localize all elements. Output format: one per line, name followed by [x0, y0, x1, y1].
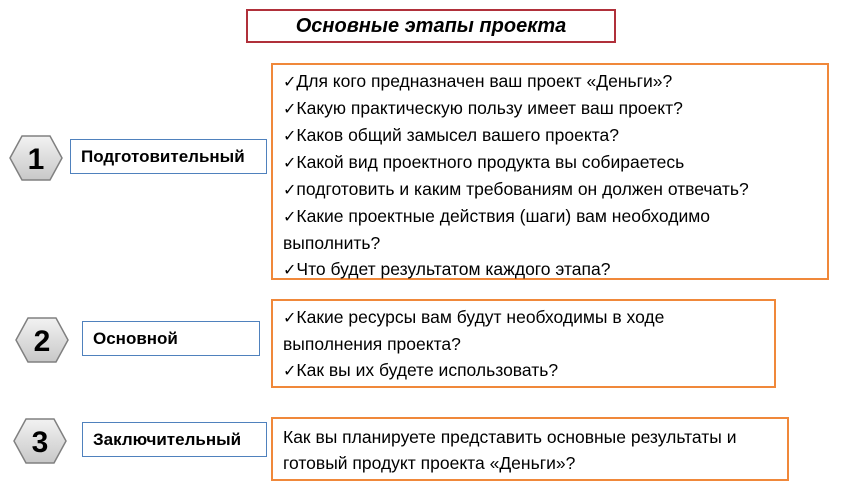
check-icon: ✓ — [283, 72, 297, 91]
question-item: ✓Для кого предназначен ваш проект «Деньги»? — [283, 71, 673, 91]
check-icon: ✓ — [283, 126, 297, 145]
stage-number: 2 — [33, 325, 51, 358]
question-item: ✓Какие проектные действия (шаги) вам необходимо выполнить? — [283, 206, 711, 253]
stage-number-badge — [12, 417, 68, 465]
stage-3-questions — [271, 417, 789, 481]
question-item: ✓подготовить и каким требованиям он должен отвечать? — [283, 179, 749, 199]
stage-1-questions — [271, 63, 829, 280]
question-item: ✓Каков общий замысел вашего проекта? — [283, 125, 619, 145]
stage-label-final: Заключительный — [82, 422, 267, 457]
page-title: Основные этапы проекта — [246, 9, 616, 43]
question-text: Как вы планируете представить основные результаты и готовый продукт проекта «Деньги»? — [283, 427, 737, 473]
check-icon: ✓ — [283, 153, 297, 172]
check-icon: ✓ — [283, 180, 297, 199]
stage-number: 3 — [31, 426, 49, 459]
stage-number-badge — [8, 134, 64, 182]
check-icon: ✓ — [283, 207, 297, 226]
stage-2-questions — [271, 299, 776, 388]
stage-number-badge — [14, 316, 70, 364]
question-item: ✓Какую практическую пользу имеет ваш проект? — [283, 98, 683, 118]
check-icon: ✓ — [283, 260, 297, 279]
stage-label-preparatory: Подготовительный — [70, 139, 267, 174]
check-icon: ✓ — [283, 99, 297, 118]
stage-label-main: Основной — [82, 321, 260, 356]
check-icon: ✓ — [283, 361, 297, 380]
question-item: ✓Что будет результатом каждого этапа? — [283, 259, 611, 279]
check-icon: ✓ — [283, 308, 297, 327]
question-item: ✓Как вы их будете использовать? — [283, 360, 559, 380]
stage-number: 1 — [27, 143, 45, 176]
question-item: ✓Какой вид проектного продукта вы собираетесь — [283, 152, 685, 172]
question-item: ✓Какие ресурсы вам будут необходимы в ходе выполнения проекта? — [283, 307, 665, 354]
